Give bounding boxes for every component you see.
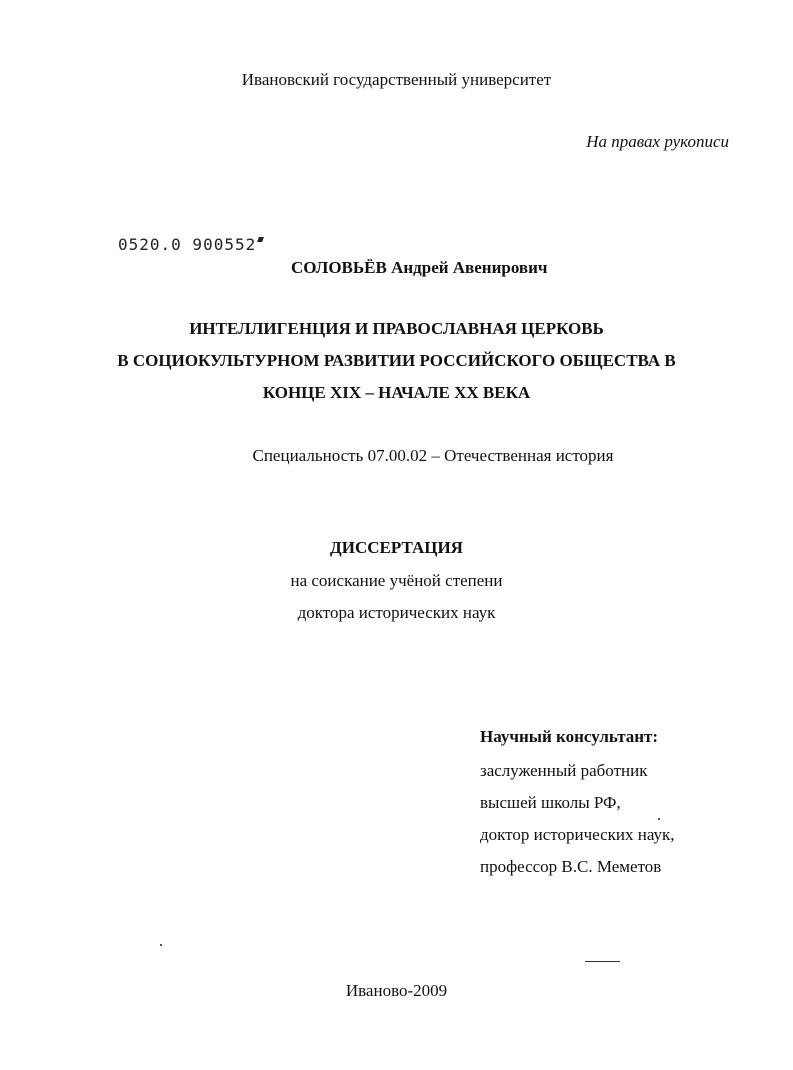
title-line-2: В СОЦИОКУЛЬТУРНОМ РАЗВИТИИ РОССИЙСКОГО ОБЩЕСТВА В: [117, 351, 676, 370]
speciality: Специальность 07.00.02 – Отечественная история: [252, 446, 614, 465]
scan-speck: [658, 818, 660, 820]
dissertation-heading: ДИССЕРТАЦИЯ: [330, 538, 463, 557]
city-year: Иваново-2009: [345, 981, 448, 1000]
library-stamp: [118, 235, 263, 254]
university-name: Ивановский государственный университет: [241, 70, 552, 89]
consultant-line-3: доктор исторических наук,: [480, 825, 675, 844]
stamp-code: 0520.0 900552: [118, 235, 257, 254]
scan-dash-mark: [585, 961, 620, 962]
author-name: [291, 258, 547, 278]
author-given-names: Андрей Авенирович: [391, 258, 548, 277]
dissertation-degree-line-1: на соискание учёной степени: [290, 571, 503, 590]
dissertation-degree-line-2: доктора исторических наук: [297, 603, 496, 622]
title-line-3: КОНЦЕ XIX – НАЧАЛЕ XX ВЕКА: [262, 383, 531, 402]
consultant-heading: Научный консультант:: [480, 727, 659, 746]
consultant-line-2: высшей школы РФ,: [480, 793, 621, 812]
stamp-mark-icon: [257, 237, 264, 242]
rights-note: На правах рукописи: [586, 132, 729, 151]
consultant-line-4: профессор В.С. Меметов: [480, 857, 662, 876]
title-line-1: ИНТЕЛЛИГЕНЦИЯ И ПРАВОСЛАВНАЯ ЦЕРКОВЬ: [189, 319, 604, 338]
author-surname: СОЛОВЬЁВ: [291, 258, 387, 277]
scan-speck: [160, 944, 162, 946]
consultant-line-1: заслуженный работник: [480, 761, 648, 780]
